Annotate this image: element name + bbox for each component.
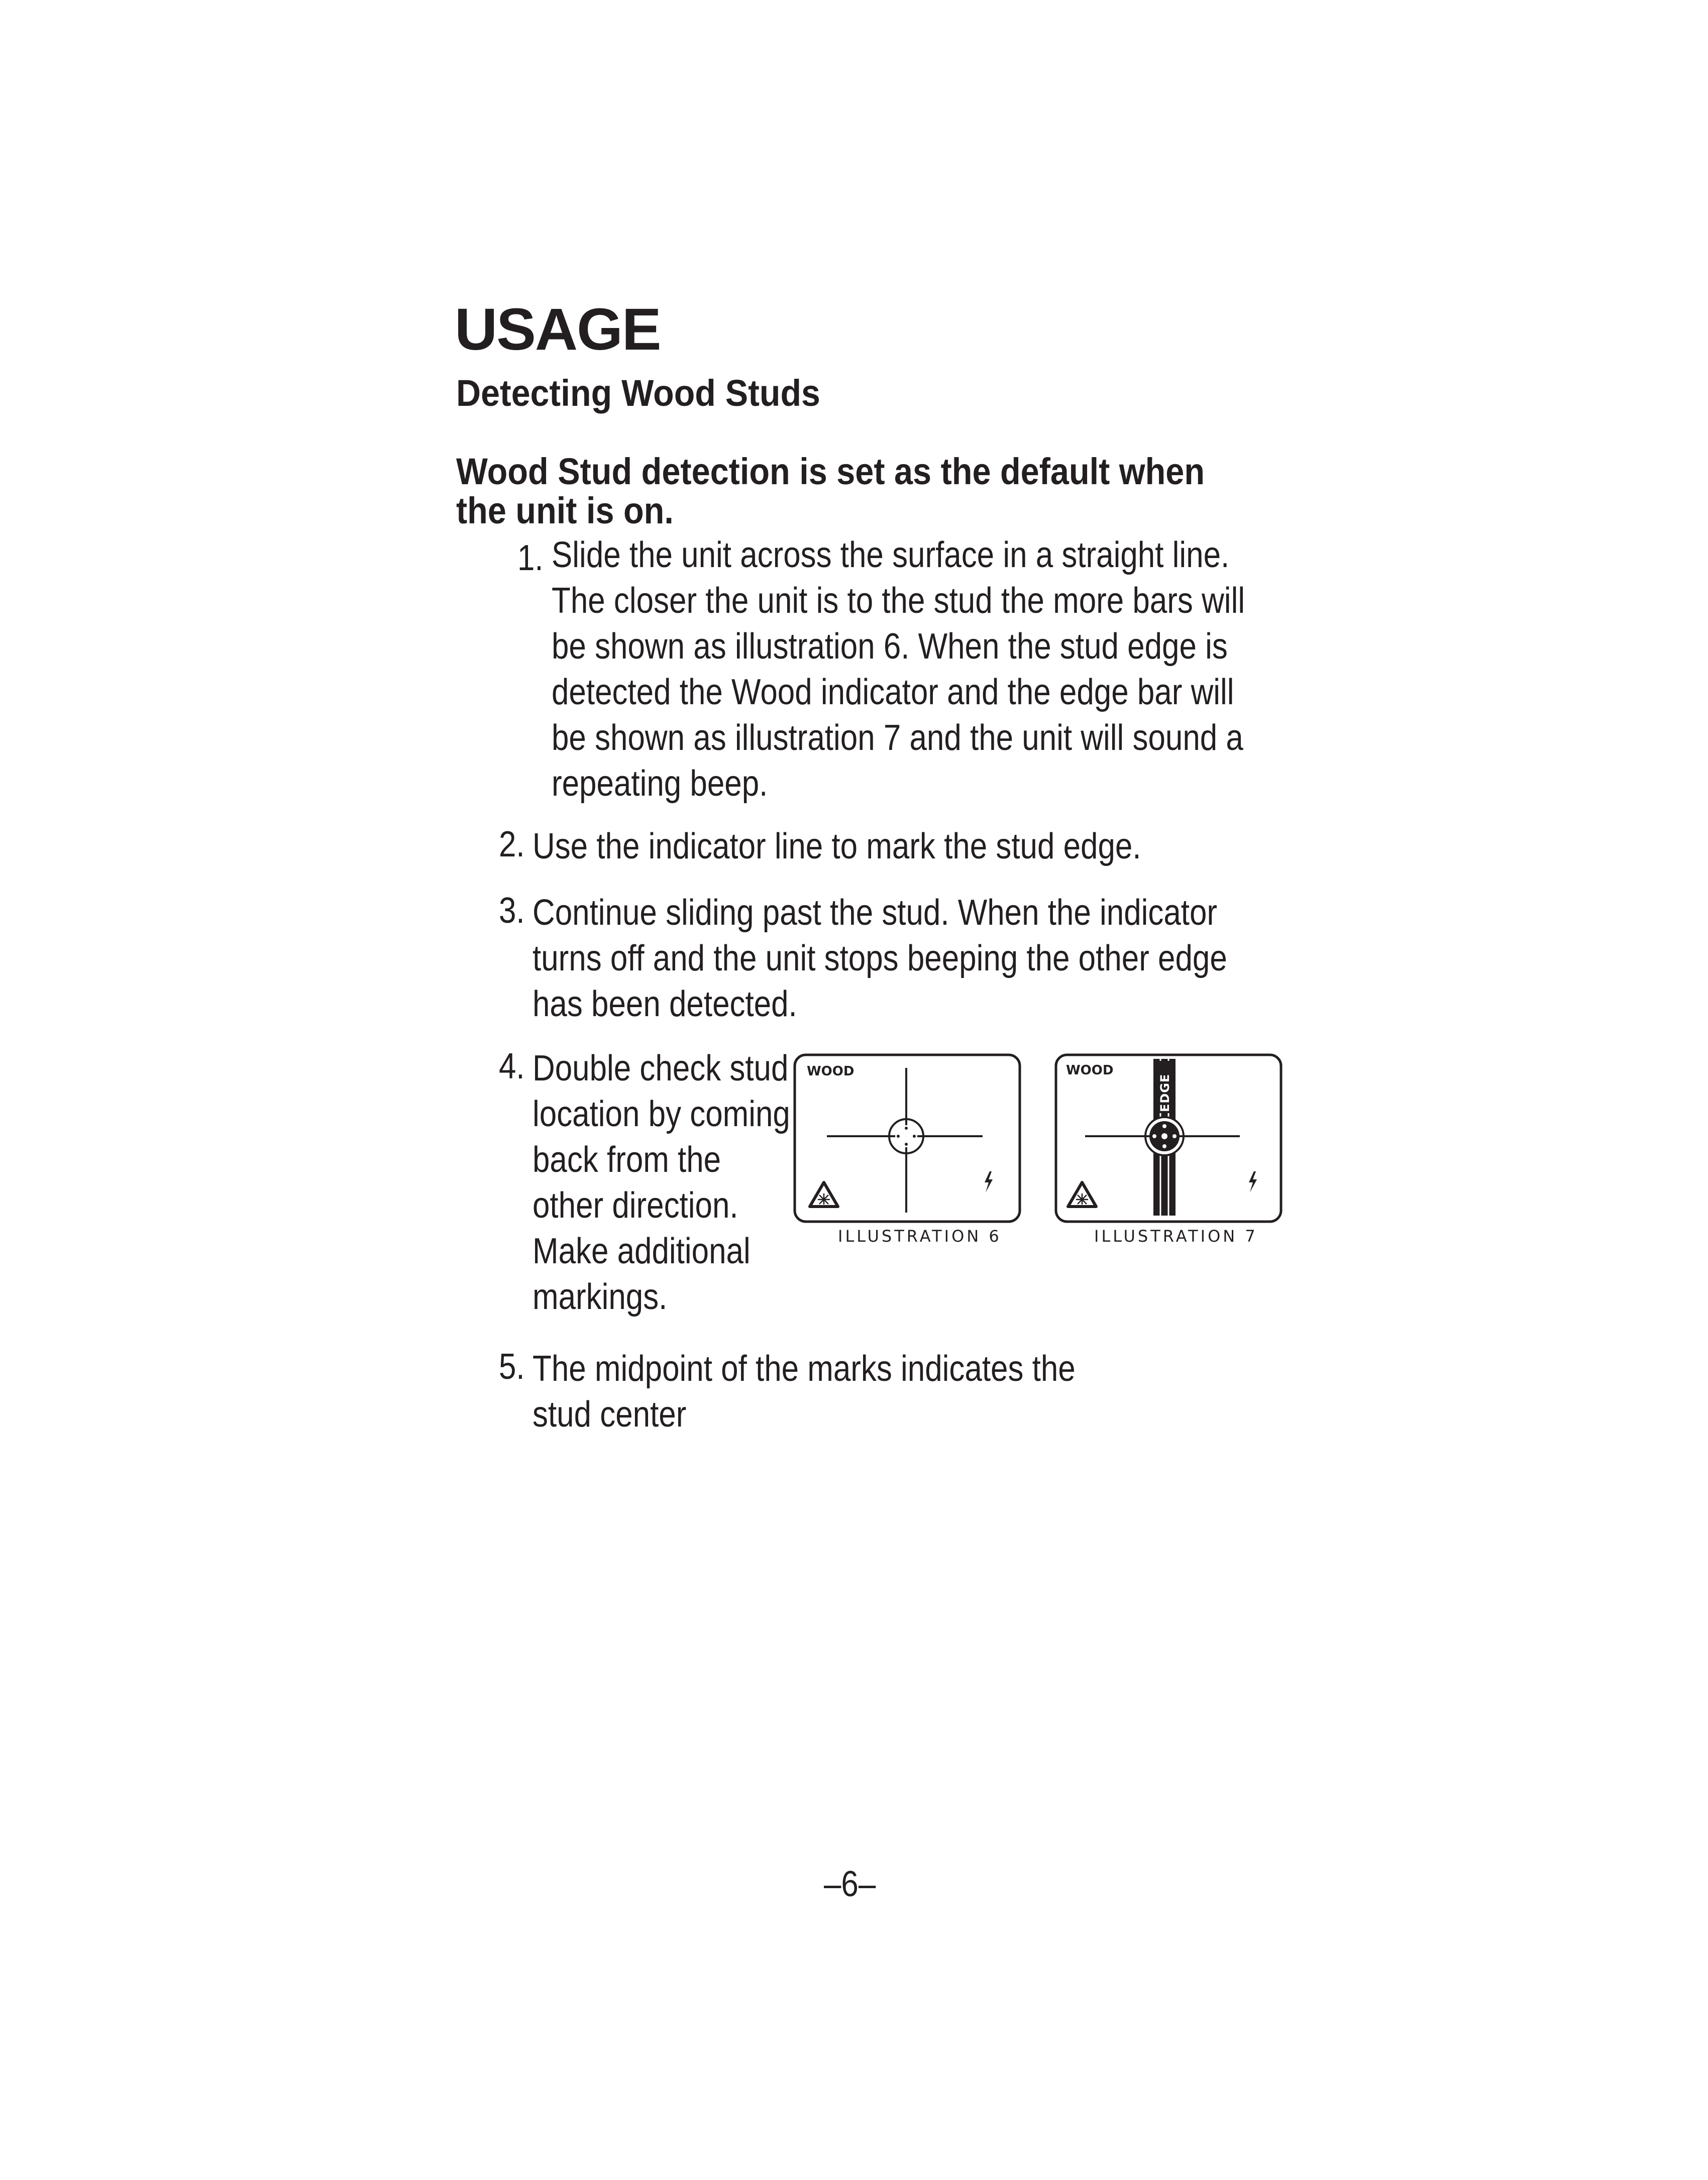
text-line: back from the	[532, 1140, 721, 1180]
step-number: 3.	[499, 891, 525, 931]
text-line: Double check stud	[532, 1048, 789, 1088]
page-number: –6–	[824, 1864, 876, 1904]
illustration-6	[793, 1053, 1022, 1224]
wood-indicator-label: WOOD	[1066, 1063, 1114, 1078]
edge-indicator-label: EDGE	[1158, 1073, 1172, 1112]
step-4-text	[532, 1046, 790, 1320]
text-line: markings.	[532, 1277, 668, 1317]
step-5-text	[532, 1346, 1076, 1438]
lead-line: the unit is on.	[456, 490, 674, 531]
text-line: Continue sliding past the stud. When the indicator	[532, 893, 1218, 933]
lead-line: Wood Stud detection is set as the default when	[456, 451, 1205, 492]
section-subtitle: Detecting Wood Studs	[456, 372, 820, 414]
illustration-7	[1054, 1053, 1283, 1224]
step-1-text	[552, 532, 1245, 807]
step-3-text	[532, 890, 1227, 1027]
text-line: The midpoint of the marks indicates the	[532, 1349, 1076, 1389]
step-2-text	[532, 824, 1141, 869]
text-line: stud center	[532, 1394, 687, 1435]
text-line: The closer the unit is to the stud the more bars will	[552, 581, 1245, 621]
text-line: be shown as illustration 7 and the unit will sound a	[552, 718, 1243, 758]
illustration-6-caption: ILLUSTRATION 6	[838, 1227, 1002, 1246]
text-line: Make additional	[532, 1231, 751, 1271]
page-title: USAGE	[455, 296, 661, 363]
step-number: 1.	[517, 538, 544, 578]
text-line: location by coming	[532, 1094, 790, 1134]
illustration-7-caption: ILLUSTRATION 7	[1094, 1227, 1258, 1246]
text-line: Use the indicator line to mark the stud edge.	[532, 826, 1141, 866]
text-line: detected the Wood indicator and the edge bar will	[552, 672, 1234, 712]
text-line: repeating beep.	[552, 764, 768, 804]
text-line: other direction.	[532, 1185, 738, 1226]
text-line: has been detected.	[532, 984, 797, 1024]
text-line: turns off and the unit stops beeping the other edge	[532, 938, 1227, 978]
text-line: be shown as illustration 6. When the stud edge is	[552, 626, 1228, 667]
step-number: 4.	[499, 1046, 525, 1086]
wood-indicator-label: WOOD	[807, 1064, 855, 1079]
step-number: 2.	[499, 824, 525, 864]
lead-paragraph	[456, 452, 1205, 530]
text-line: Slide the unit across the surface in a straight line.	[552, 535, 1230, 575]
step-number: 5.	[499, 1347, 525, 1387]
